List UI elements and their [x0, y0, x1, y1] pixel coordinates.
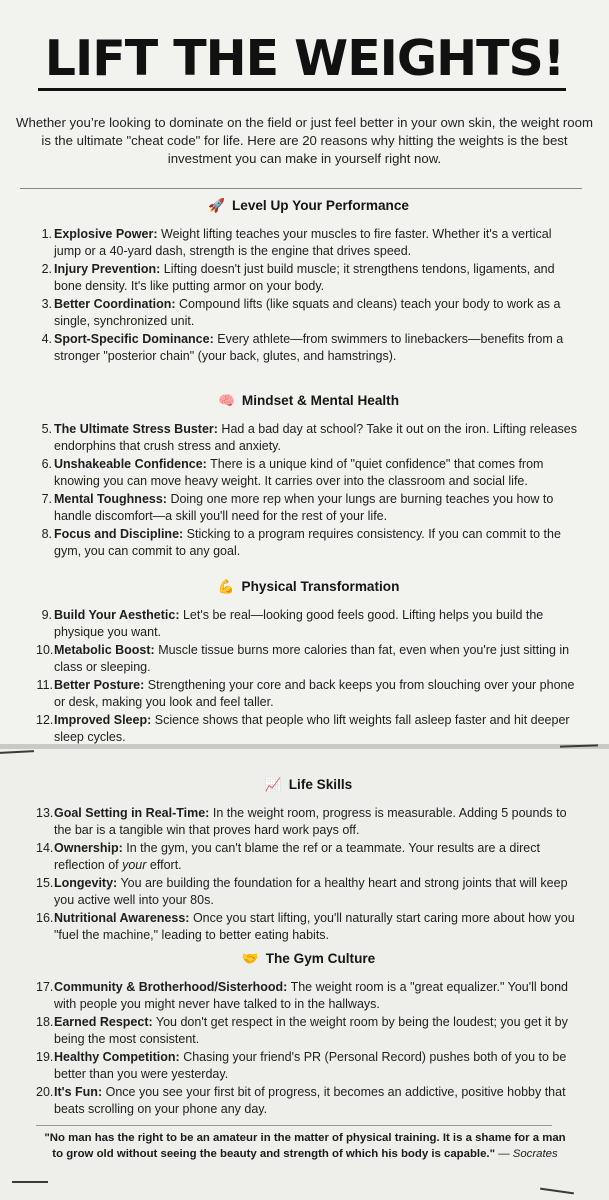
item-body: You don't get respect in the weight room by being the loudest; you get it by being the most consistent. [54, 1015, 568, 1046]
list-item [36, 805, 581, 838]
list-item [36, 421, 581, 454]
item-lead: It's Fun: [54, 1085, 103, 1099]
item-text [54, 456, 581, 489]
item-text [54, 875, 581, 908]
section-icon: 📈 [264, 777, 282, 792]
item-body: The weight room is a "great equalizer." You'll bond with people you might never have talked to in the hallways. [54, 980, 568, 1011]
item-lead: Better Posture: [54, 678, 145, 692]
list-item [36, 642, 581, 675]
item-body: Once you see your first bit of progress, it becomes an addictive, positive hobby that beats scrolling on your phone any day. [54, 1085, 566, 1116]
item-number: 9. [41, 608, 52, 622]
item-body: Weight lifting teaches your muscles to fire faster. Whether it's a vertical jump or a 40-yard dash, strength is the engine that drives speed. [54, 227, 552, 258]
item-text [54, 840, 581, 873]
list-item [36, 526, 581, 559]
list-item [36, 979, 581, 1012]
item-lead: Nutritional Awareness: [54, 911, 190, 925]
item-lead: Sport-Specific Dominance: [54, 332, 214, 346]
item-lead: Healthy Competition: [54, 1050, 180, 1064]
item-number: 8. [41, 527, 52, 541]
item-lead: Injury Prevention: [54, 262, 161, 276]
quote-attribution [498, 1148, 558, 1160]
list-item [36, 607, 581, 640]
item-body: Chasing your friend's PR (Personal Record) pushes both of you to be better than you were yesterday. [54, 1050, 567, 1081]
item-text [54, 910, 581, 943]
title-underline [38, 88, 566, 91]
section-heading-text: Level Up Your Performance [231, 198, 409, 213]
item-emphasis: your [122, 857, 147, 872]
list-item [36, 296, 581, 329]
section-icon: 🧠 [217, 393, 235, 408]
item-number: 14. [36, 841, 54, 855]
item-body: Had a bad day at school? Take it out on the iron. Lifting releases endorphins that crush stress and anxiety. [54, 422, 577, 453]
item-number: 10. [36, 643, 54, 657]
section-gym-culture [36, 950, 581, 1119]
item-number: 4. [41, 332, 52, 346]
item-text [54, 421, 581, 454]
item-text [54, 1049, 581, 1082]
item-body: In the weight room, progress is measurable. Adding 5 pounds to the bar is a tangible win that proves hard work pays off. [54, 806, 567, 837]
item-lead: Explosive Power: [54, 227, 158, 241]
section-life-skills [36, 776, 581, 945]
item-lead: Unshakeable Confidence: [54, 457, 207, 471]
item-number: 19. [36, 1050, 54, 1064]
section-icon: 🤝 [241, 951, 259, 966]
section-heading [36, 950, 581, 968]
item-lead: The Ultimate Stress Buster: [54, 422, 218, 436]
item-text [54, 1014, 581, 1047]
section-heading [36, 392, 581, 410]
list-item [36, 331, 581, 364]
item-lead: Better Coordination: [54, 297, 176, 311]
item-text [54, 261, 581, 294]
list-item [36, 491, 581, 524]
list-item [36, 677, 581, 710]
item-body: Once you start lifting, you'll naturally start caring more about how you "fuel the machine," leading to better eating habits. [54, 911, 575, 942]
item-text [54, 491, 581, 524]
item-lead: Goal Setting in Real-Time: [54, 806, 210, 820]
item-text [54, 642, 581, 675]
item-body: Let's be real—looking good feels good. Lifting helps you build the physique you want. [54, 608, 544, 639]
item-text [54, 1084, 581, 1117]
item-text [54, 712, 581, 745]
section-heading-text: Physical Transformation [241, 579, 400, 594]
item-lead: Mental Toughness: [54, 492, 167, 506]
list-item [36, 261, 581, 294]
section-performance [36, 197, 581, 366]
item-number: 6. [41, 457, 52, 471]
section-heading-text: The Gym Culture [265, 951, 376, 966]
item-number: 3. [41, 297, 52, 311]
item-number: 2. [41, 262, 52, 276]
section-heading [36, 776, 581, 794]
item-number: 7. [41, 492, 52, 506]
list-item [36, 456, 581, 489]
quote-block [40, 1131, 570, 1162]
reason-list [36, 421, 581, 559]
section-heading [36, 578, 581, 596]
list-item [36, 1084, 581, 1117]
item-number: 16. [36, 911, 54, 925]
item-lead: Metabolic Boost: [54, 643, 155, 657]
item-body: Strengthening your core and back keeps you from slouching over your phone or desk, making you look and feel taller. [54, 678, 575, 709]
list-item [36, 1049, 581, 1082]
section-physical [36, 578, 581, 747]
item-body: Lifting doesn't just build muscle; it strengthens tendons, ligaments, and bone density. It's like putting armor on your body. [54, 262, 555, 293]
reason-list [36, 226, 581, 364]
quote-dash: — [498, 1147, 510, 1160]
item-body: Muscle tissue burns more calories than fat, even when you're just sitting in class or sleeping. [54, 643, 570, 674]
item-lead: Focus and Discipline: [54, 527, 184, 541]
item-body: Sticking to a program requires consistency. If you can commit to the gym, you can commit to any goal. [54, 527, 561, 558]
tape-mark [12, 1181, 48, 1183]
section-heading-text: Mindset & Mental Health [241, 393, 400, 408]
item-lead: Longevity: [54, 876, 118, 890]
item-number: 20. [36, 1085, 54, 1099]
section-heading [36, 197, 581, 215]
item-body: You are building the foundation for a healthy heart and strong joints that will keep you active well into your 80s. [54, 876, 568, 907]
list-item [36, 840, 581, 873]
section-mindset [36, 392, 581, 561]
list-item [36, 712, 581, 745]
item-body: In the gym, you can't blame the ref or a teammate. Your results are a direct reflection of [54, 841, 540, 872]
intro-paragraph: Whether you’re looking to dominate on the field or just feel better in your own skin, the weight room is the ultimate "cheat code" for life. Here are 20 reasons why hitting the weights is the best investment you can make in yourself right now. [16, 115, 593, 166]
quote-author: Socrates [512, 1147, 558, 1160]
divider [36, 1125, 552, 1126]
page-title: LIFT THE WEIGHTS! [44, 30, 565, 87]
list-item [36, 875, 581, 908]
list-item [36, 910, 581, 943]
section-heading-text: Life Skills [288, 777, 353, 792]
item-text [54, 296, 581, 329]
item-number: 11. [36, 678, 53, 692]
item-lead: Earned Respect: [54, 1015, 153, 1029]
item-lead: Community & Brotherhood/Sisterhood: [54, 980, 288, 994]
reason-list [36, 805, 581, 943]
section-icon: 🚀 [208, 198, 225, 213]
item-body: There is a unique kind of "quiet confidence" that comes from knowing you can move heavy weight. It carries over into the classroom and social life. [54, 457, 544, 488]
item-number: 13. [36, 806, 54, 820]
item-tail: effort. [149, 857, 182, 872]
item-number: 12. [36, 713, 54, 727]
reason-list [36, 979, 581, 1117]
section-icon: 💪 [217, 579, 235, 594]
item-text [54, 677, 581, 710]
item-number: 15. [36, 876, 54, 890]
item-text [54, 331, 581, 364]
item-text [54, 607, 581, 640]
reason-list [36, 607, 581, 745]
list-item [36, 1014, 581, 1047]
item-lead: Improved Sleep: [54, 713, 152, 727]
item-number: 18. [36, 1015, 54, 1029]
item-number: 1. [41, 227, 52, 241]
item-body: Every athlete—from swimmers to linebackers—benefits from a stronger "posterior chain" (your back, glutes, and hamstrings). [54, 332, 564, 363]
item-number: 5. [41, 422, 52, 436]
item-text [54, 526, 581, 559]
item-text [54, 805, 581, 838]
divider [20, 188, 582, 189]
item-body: Science shows that people who lift weights fall asleep faster and hit deeper sleep cycles. [54, 713, 570, 744]
quote-text: "No man has the right to be an amateur in the matter of physical training. It is a shame for a man to grow old without seeing the beauty and strength of which his body is capable." [44, 1132, 566, 1160]
item-number: 17. [36, 980, 54, 994]
list-item [36, 226, 581, 259]
item-text [54, 979, 581, 1012]
item-text [54, 226, 581, 259]
item-lead: Build Your Aesthetic: [54, 608, 180, 622]
item-lead: Ownership: [54, 841, 123, 855]
item-body: Compound lifts (like squats and cleans) teach your body to work as a single, synchronized unit. [54, 297, 561, 328]
item-body: Doing one more rep when your lungs are burning teaches you how to handle discomfort—a skill you'll need for the rest of your life. [54, 492, 554, 523]
